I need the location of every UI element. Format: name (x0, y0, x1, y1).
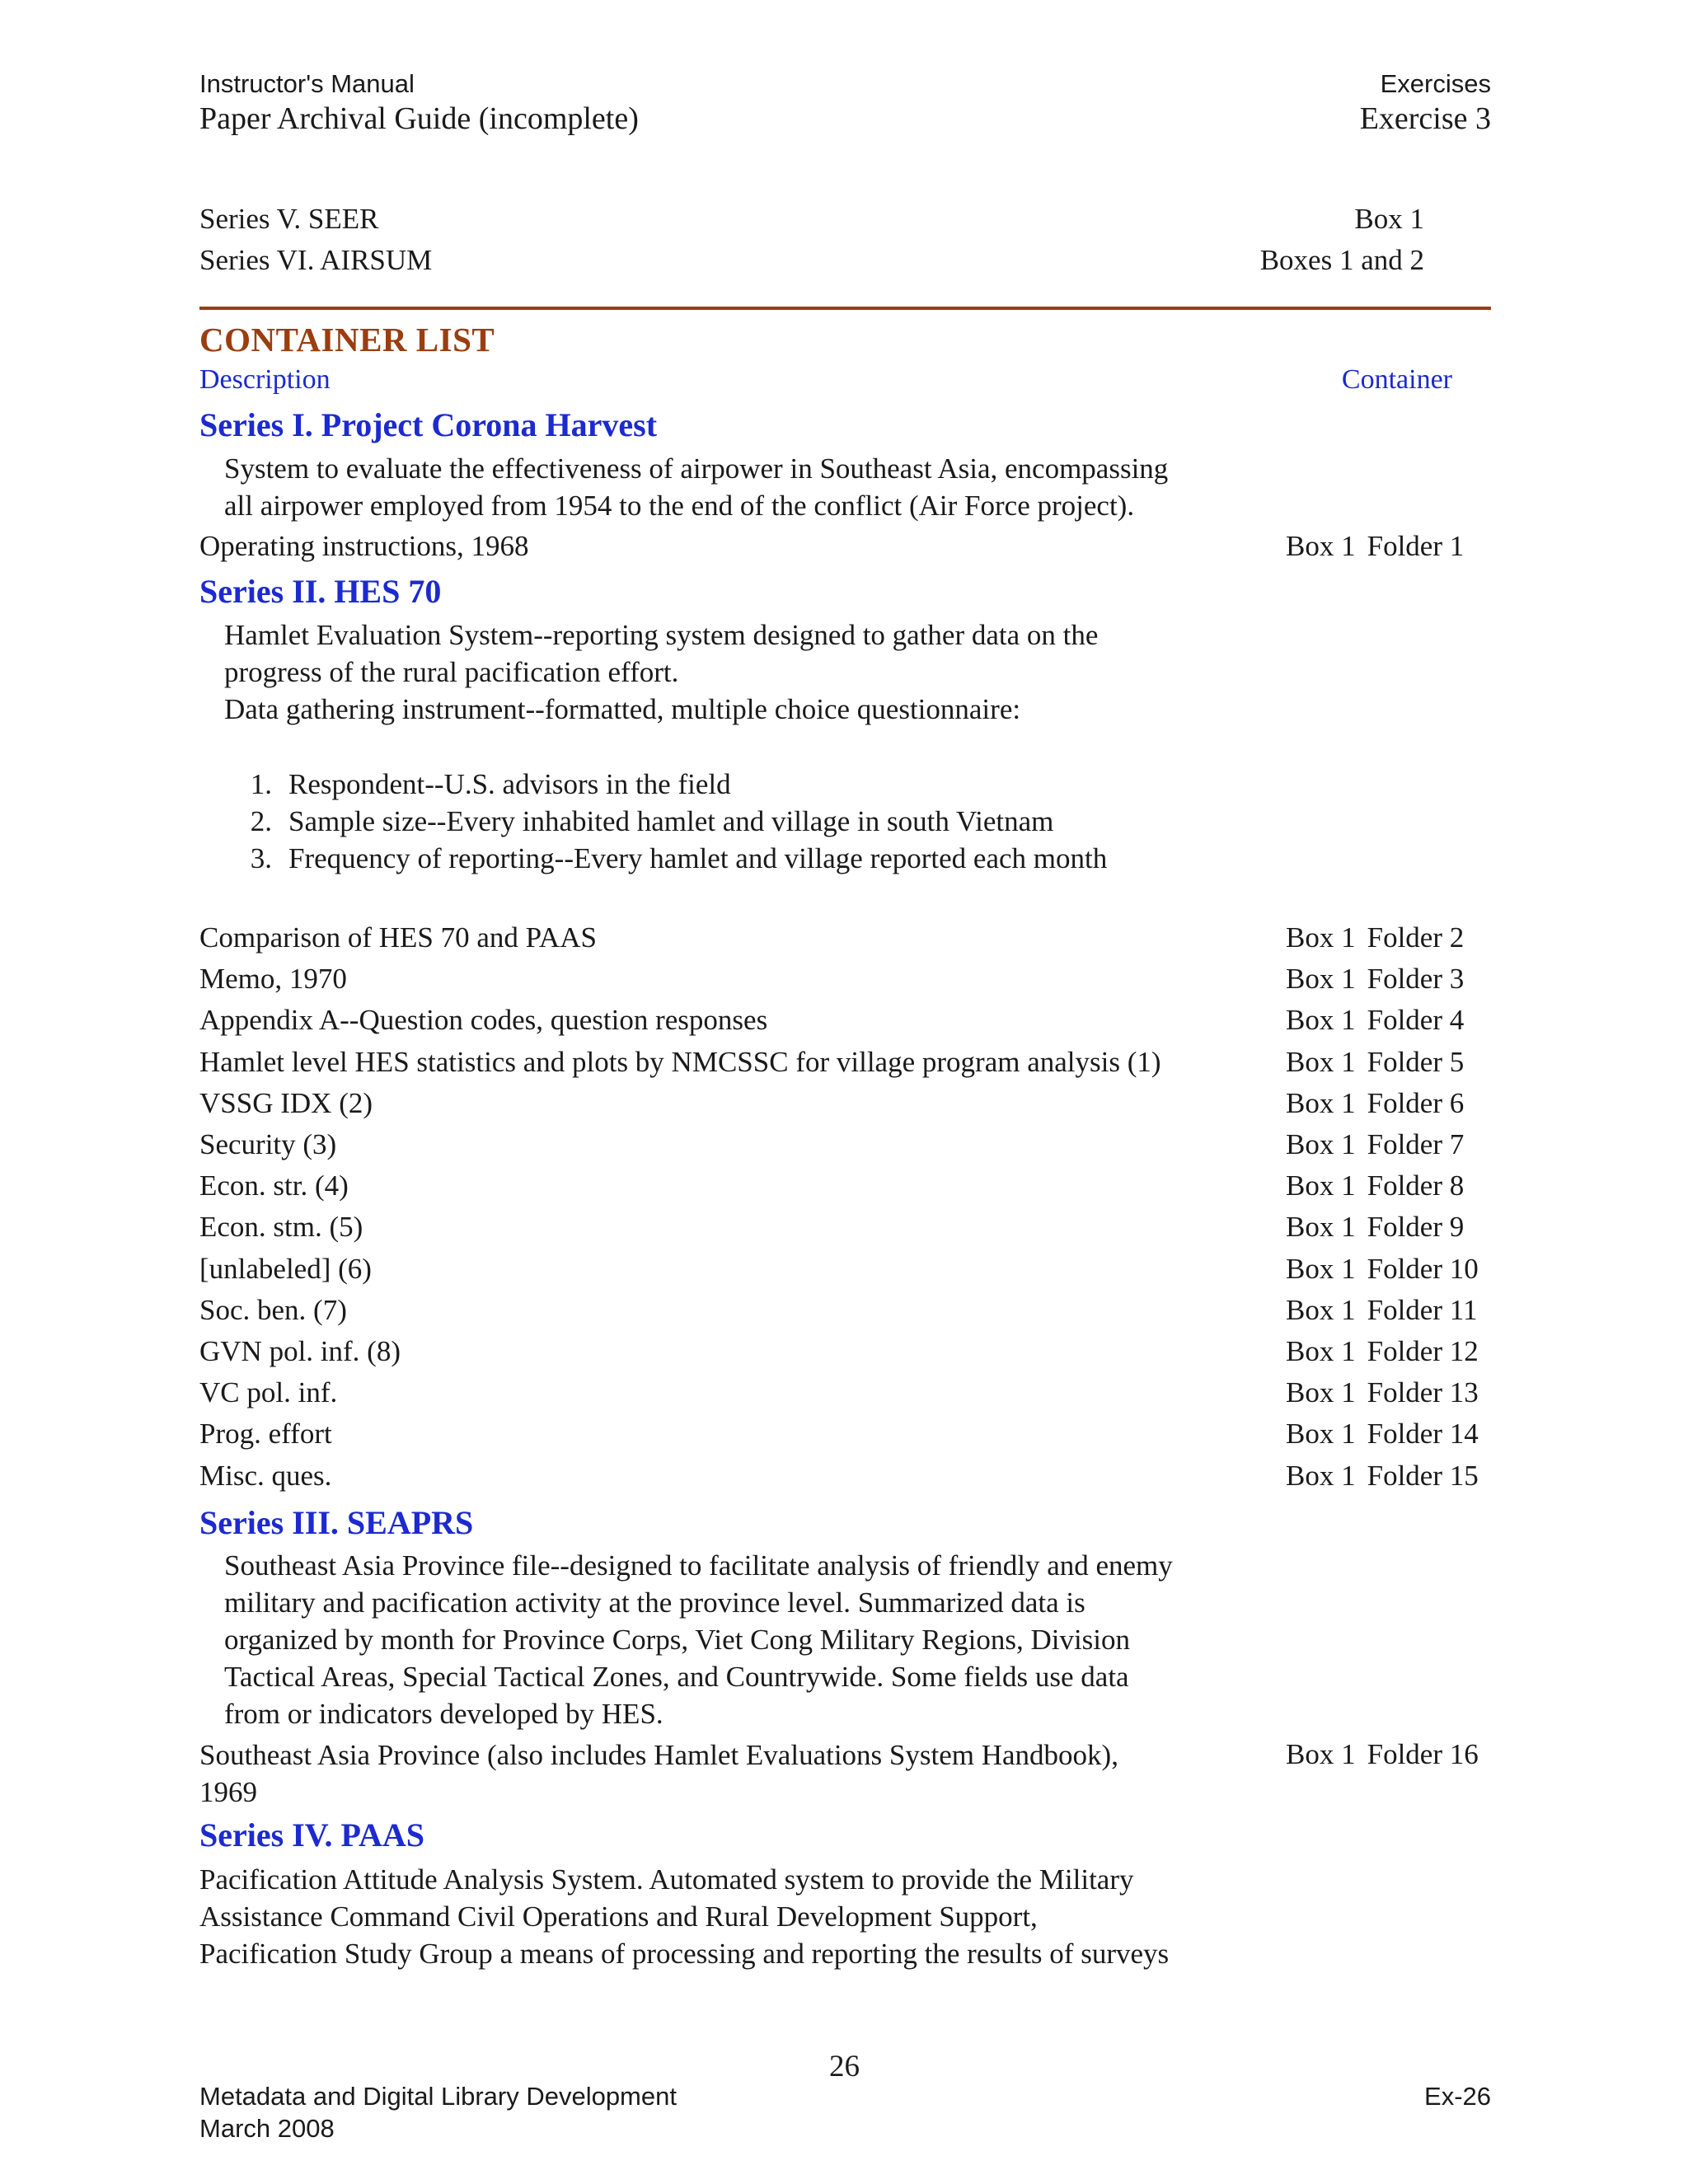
column-header-description: Description (199, 364, 331, 395)
box-label: Box 1 (1286, 1294, 1356, 1326)
page-number: 26 (829, 2050, 860, 2083)
summary-series-vi: Series VI. AIRSUM (199, 244, 433, 276)
series-iii-desc-line: organized by month for Province Corps, Viet Cong Military Regions, Division (224, 1624, 1131, 1656)
box-label: Box 1 (1286, 1738, 1356, 1770)
box-label: Box 1 (1286, 530, 1356, 562)
folder-label: Folder 14 (1367, 1418, 1479, 1450)
series-iii-item-desc (199, 1736, 1118, 1811)
series-ii-desc-line: Data gathering instrument--formatted, multiple choice questionnaire: (224, 693, 1021, 725)
folder-label: Folder 12 (1367, 1335, 1479, 1367)
series-iii-item-container (1286, 1738, 1479, 1771)
series-i-description (224, 450, 1168, 524)
box-label: Box 1 (1286, 1128, 1356, 1160)
list-text: Respondent--U.S. advisors in the field (288, 768, 731, 800)
folder-label: Folder 16 (1367, 1738, 1479, 1770)
list-number: 3. (250, 842, 272, 874)
numbered-list-item (223, 805, 1053, 838)
series-ii-desc-line: progress of the rural pacification effort. (224, 656, 679, 688)
series-ii-item-container (1286, 1335, 1479, 1368)
series-ii-item-desc: Econ. str. (4) (199, 1169, 349, 1202)
series-iv-heading: Series IV. PAAS (199, 1816, 424, 1854)
series-ii-description (224, 616, 1098, 728)
series-ii-item-desc: Misc. ques. (199, 1460, 332, 1492)
list-text: Sample size--Every inhabited hamlet and village in south Vietnam (288, 805, 1054, 837)
list-number: 1. (250, 768, 272, 800)
box-label: Box 1 (1286, 1253, 1356, 1285)
box-label: Box 1 (1286, 1460, 1356, 1492)
series-ii-item-desc: Security (3) (199, 1128, 337, 1160)
series-iii-desc-line: Tactical Areas, Special Tactical Zones, and Countrywide. Some fields use data (224, 1661, 1129, 1693)
folder-label: Folder 4 (1367, 1004, 1465, 1036)
folder-label: Folder 10 (1367, 1253, 1479, 1285)
series-ii-item-desc: Comparison of HES 70 and PAAS (199, 921, 597, 954)
folder-label: Folder 1 (1367, 530, 1465, 562)
series-ii-item-container (1286, 1004, 1464, 1037)
header-section: Exercises (1380, 69, 1491, 98)
series-ii-item-container (1286, 1460, 1479, 1493)
series-iii-desc-line: Southeast Asia Province file--designed to facilitate analysis of friendly and enemy (224, 1549, 1173, 1582)
footer-date: March 2008 (199, 2114, 335, 2143)
container-list-title: CONTAINER LIST (199, 321, 495, 359)
box-label: Box 1 (1286, 1418, 1356, 1450)
series-iv-desc-line: Assistance Command Civil Operations and Rural Development Support, (199, 1900, 1038, 1933)
series-ii-item-container (1286, 1128, 1464, 1161)
series-iv-desc-line: Pacification Attitude Analysis System. Automated system to provide the Military (199, 1863, 1134, 1896)
header-exercise: Exercise 3 (1359, 101, 1491, 136)
section-divider (199, 307, 1491, 310)
series-ii-heading: Series II. HES 70 (199, 573, 442, 610)
series-ii-item-desc: Soc. ben. (7) (199, 1294, 347, 1326)
series-iii-heading: Series III. SEAPRS (199, 1504, 474, 1541)
series-iii-item-desc-line: Southeast Asia Province (also includes Hamlet Evaluations System Handbook), (199, 1739, 1118, 1771)
list-text: Frequency of reporting--Every hamlet and village reported each month (288, 842, 1108, 874)
box-label: Box 1 (1286, 1376, 1356, 1408)
series-ii-item-desc: Prog. effort (199, 1418, 332, 1450)
box-label: Box 1 (1286, 1004, 1356, 1036)
folder-label: Folder 15 (1367, 1460, 1479, 1492)
box-label: Box 1 (1286, 1211, 1356, 1243)
series-ii-item-desc: Appendix A--Question codes, question responses (199, 1004, 768, 1036)
box-label: Box 1 (1286, 1169, 1356, 1202)
series-ii-item-container (1286, 963, 1464, 996)
series-ii-item-desc: GVN pol. inf. (8) (199, 1335, 401, 1367)
header-manual-title: Instructor's Manual (199, 69, 415, 98)
box-label: Box 1 (1286, 1046, 1356, 1078)
summary-series-vi-boxes: Boxes 1 and 2 (1259, 244, 1424, 276)
numbered-list-item (223, 768, 731, 801)
series-i-desc-line: all airpower employed from 1954 to the end of the conflict (Air Force project). (224, 490, 1135, 522)
header-guide-title: Paper Archival Guide (incomplete) (199, 101, 639, 136)
series-iv-description (199, 1861, 1169, 1972)
folder-label: Folder 11 (1367, 1294, 1478, 1326)
series-ii-item-container (1286, 1253, 1479, 1286)
series-iii-item-desc-line: 1969 (199, 1776, 257, 1808)
box-label: Box 1 (1286, 921, 1356, 954)
footer-page-code: Ex-26 (1424, 2082, 1491, 2111)
series-ii-item-desc: Memo, 1970 (199, 963, 347, 995)
series-ii-item-container (1286, 1294, 1477, 1327)
box-label: Box 1 (1286, 1087, 1356, 1119)
folder-label: Folder 5 (1367, 1046, 1465, 1078)
folder-label: Folder 3 (1367, 963, 1465, 995)
summary-series-v: Series V. SEER (199, 203, 379, 235)
series-i-item-desc: Operating instructions, 1968 (199, 530, 529, 562)
folder-label: Folder 13 (1367, 1376, 1479, 1408)
series-iv-desc-line: Pacification Study Group a means of processing and reporting the results of surveys (199, 1938, 1170, 1970)
series-ii-item-desc: VC pol. inf. (199, 1376, 338, 1408)
series-iii-description (224, 1547, 1173, 1732)
list-number: 2. (250, 805, 272, 837)
column-header-container: Container (1341, 364, 1452, 395)
series-ii-item-desc: Hamlet level HES statistics and plots by NMCSSC for village program analysis (1) (199, 1046, 1161, 1078)
folder-label: Folder 7 (1367, 1128, 1465, 1160)
series-ii-item-desc: [unlabeled] (6) (199, 1253, 372, 1285)
footer-course-title: Metadata and Digital Library Development (199, 2082, 677, 2111)
series-ii-desc-line: Hamlet Evaluation System--reporting system designed to gather data on the (224, 619, 1099, 651)
folder-label: Folder 9 (1367, 1211, 1465, 1243)
series-ii-item-container (1286, 921, 1464, 954)
series-ii-item-container (1286, 1046, 1464, 1079)
folder-label: Folder 2 (1367, 921, 1465, 954)
numbered-list-item (223, 842, 1107, 875)
series-i-heading: Series I. Project Corona Harvest (199, 406, 658, 443)
series-ii-item-desc: Econ. stm. (5) (199, 1211, 363, 1243)
series-i-item-container (1286, 530, 1464, 563)
series-ii-item-container (1286, 1087, 1464, 1120)
series-ii-item-container (1286, 1169, 1464, 1202)
series-ii-item-desc: VSSG IDX (2) (199, 1087, 373, 1119)
box-label: Box 1 (1286, 963, 1356, 995)
series-iii-desc-line: military and pacification activity at the province level. Summarized data is (224, 1586, 1085, 1619)
series-i-desc-line: System to evaluate the effectiveness of airpower in Southeast Asia, encompassing (224, 452, 1169, 485)
summary-series-v-boxes: Box 1 (1354, 203, 1424, 235)
box-label: Box 1 (1286, 1335, 1356, 1367)
series-ii-item-container (1286, 1418, 1479, 1451)
series-ii-item-container (1286, 1211, 1464, 1244)
folder-label: Folder 8 (1367, 1169, 1465, 1202)
folder-label: Folder 6 (1367, 1087, 1465, 1119)
series-ii-item-container (1286, 1376, 1479, 1409)
series-iii-desc-line: from or indicators developed by HES. (224, 1698, 663, 1730)
